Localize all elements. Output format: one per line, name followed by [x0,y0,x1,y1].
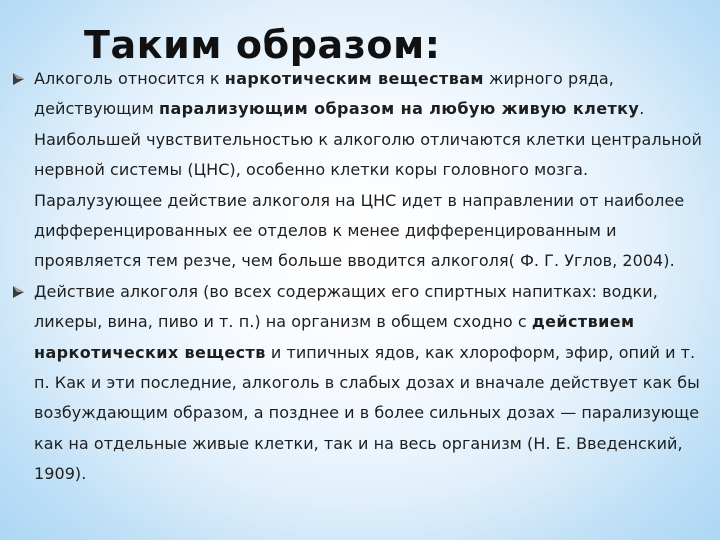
arrow-bullet-icon [12,72,25,86]
bullet-1-bold-2: парализующим образом на любую живую клетку [159,99,640,119]
bullet-2-text-1: Действие алкоголя (во всех содержащих его спиртных напитках: водки, ликеры, вина, пиво и т. п.) на организм в общем сходно с [34,281,658,332]
bullet-list [12,64,712,490]
slide-title: Таким образом: [84,23,441,67]
bullet-item-alcohol-effect [12,277,712,490]
bullet-1-bold-1: наркотическим веществам [224,69,484,88]
bullet-2-bold-1: действием наркотических веществ [34,312,635,362]
arrow-bullet-icon [12,285,25,299]
bullet-item-alcohol-narcotic [12,64,712,277]
bullet-1-text-1: Алкоголь относится к [34,69,225,88]
bullet-1-text-3: . Наибольшей чувствительностью к алкоголю отличаются клетки центральной нервной системы (ЦНС), особенно клетки коры головного мозга. Паралузующее действие алкоголя на ЦНС идет в направлении от наиболее дифференцированных ее отделов к менее дифференцированным и проявляется тем резче, чем больше вводится алкоголя( Ф. Г. Углов, 2004). [34,99,702,271]
bullet-2-text-2: и типичных ядов, как хлороформ, эфир, опий и т. п. Как и эти последние, алкоголь в слабых дозах и вначале действует как бы возбуждающим образом, а позднее и в более сильных дозах — парализующе как на отдельные живые клетки, так и на весь организм (Н. Е. Введенский, 1909). [34,342,700,484]
bullet-1-text-2: жирного ряда, действующим [34,69,614,119]
